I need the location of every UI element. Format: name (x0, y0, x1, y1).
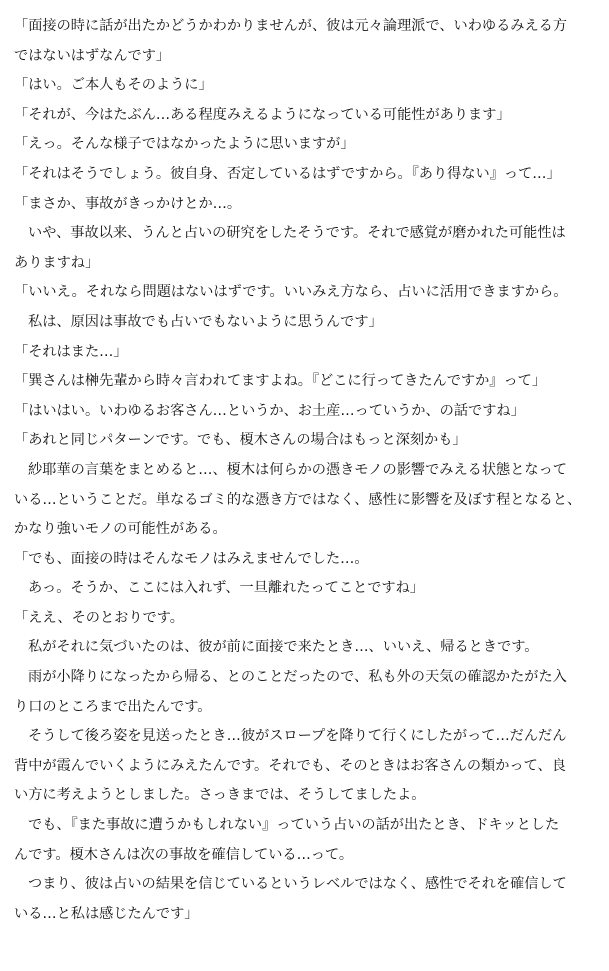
text-line: 背中が霞んでいくようにみえたんです。それでも、そのときはお客さんの類かって、良 (14, 757, 566, 774)
text-line: 「面接の時に話が出たかどうかわかりませんが、彼は元々論理派で、いわゆるみえる方 (14, 18, 568, 34)
text-line: 「はいはい。いわゆるお客さん…というか、お土産…っていうか、の話ですね」 (14, 402, 525, 419)
text-line: 「まさか、事故がきっかけとか…。 (14, 195, 242, 212)
text-line: つまり、彼は占いの結果を信じているというレベルではなく、感性でそれを確信して (28, 876, 567, 893)
text-line: 「あれと同じパターンです。でも、榎木さんの場合はもっと深刻かも」 (14, 432, 467, 449)
text-line: 「それが、今はたぶん…ある程度みえるようになっている可能性があります」 (14, 106, 511, 123)
text-line: 私は、原因は事故でも占いでもないように思うんです」 (28, 313, 383, 330)
text-line: 「ええ、そのとおりです。 (14, 609, 184, 626)
text-line: 「でも、面接の時はそんなモノはみえませんでした…。 (14, 550, 369, 567)
text-line: 紗耶華の言葉をまとめると…、榎木は何らかの憑きモノの影響でみえる状態となって (28, 461, 567, 478)
text-line: かなり強いモノの可能性がある。 (14, 521, 227, 538)
text-line: 「えっ。そんな様子ではなかったように思いますが」 (14, 136, 355, 153)
text-line: んです。榎木さんは次の事故を確信している…って。 (14, 846, 354, 863)
text-line: でも、『また事故に遭うかもしれない』っていう占いの話が出たとき、ドキッとした (28, 817, 560, 834)
text-line: 「それはそうでしょう。彼自身、否定しているはずですから。『あり得ない』って…」 (14, 165, 561, 182)
text-line: あっ。そうか、ここには入れず、一旦離れたってことですね」 (28, 580, 424, 597)
text-line: 「はい。ご本人もそのように」 (14, 77, 213, 94)
text-line: いる…ということだ。単なるゴミ的な憑き方ではなく、感性に影響を及ぼす程となると、 (14, 491, 582, 508)
text-line: そうして後ろ姿を見送ったとき…彼がスロープを降りて行くにしたがって…だんだん (28, 728, 567, 745)
text-line: り口のところまで出たんです。 (14, 698, 212, 715)
text-line: 雨が小降りになったから帰る、とのことだったので、私も外の天気の確認かたがた入 (28, 669, 567, 686)
text-line: 私がそれに気づいたのは、彼が前に面接で来たとき…、いいえ、帰るときです。 (28, 639, 539, 656)
text-line: いる…と私は感じたんです」 (14, 905, 199, 922)
text-line: いや、事故以来、うんと占いの研究をしたそうです。それで感覚が磨かれた可能性は (28, 225, 566, 242)
text-line: ではないはずなんです」 (14, 47, 171, 64)
text-line: い方に考えようとしました。さっきまでは、そうしてましたよ。 (14, 787, 426, 804)
text-line: 「いいえ。それなら問題はないはずです。いいみえ方なら、占いに活用できますから。 (14, 284, 568, 301)
text-line: ありますね」 (14, 254, 100, 271)
text-line: 「それはまた…」 (14, 343, 128, 360)
text-line: 「巽さんは榊先輩から時々言われてますよね。『どこに行ってきたんですか』って」 (14, 373, 547, 390)
